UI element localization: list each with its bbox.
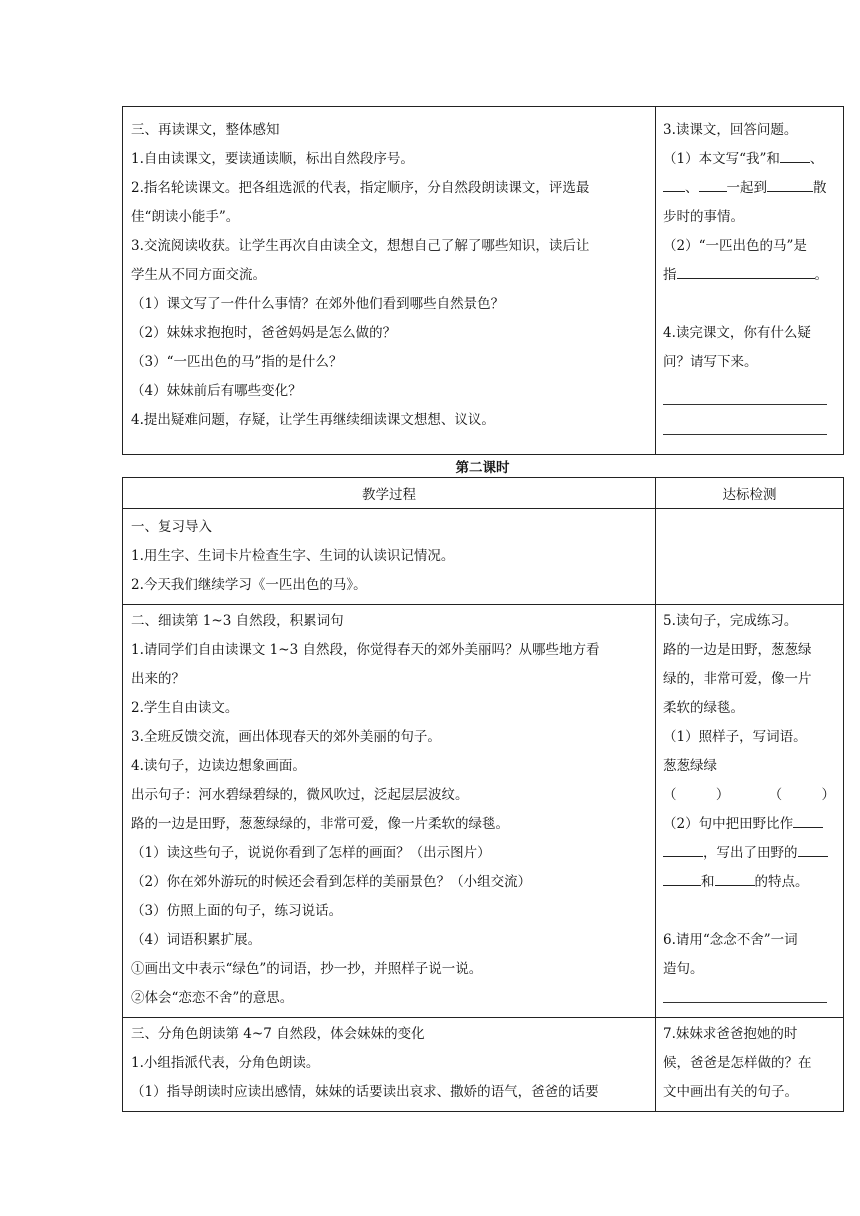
text-line: 1.小组指派代表，分角色朗读。 [131, 1055, 320, 1071]
text-line: 1.自由读课文，要读通读顺，标出自然段序号。 [131, 151, 414, 167]
text-line: 3.交流阅读收获。让学生再次自由读全文，想想自己了解了哪些知识，读后让 [131, 238, 590, 254]
text-line: 路的一边是田野，葱葱绿绿的，非常可爱，像一片柔软的绿毯。 [131, 816, 509, 832]
section-heading: 三、再读课文，整体感知 [131, 122, 280, 138]
question-3-title: 3.读课文，回答问题。 [663, 122, 798, 138]
question-5-text: 路的一边是田野，葱葱绿 [663, 642, 812, 658]
check-cell [656, 509, 844, 605]
table-row [123, 509, 844, 605]
text-line: 学生从不同方面交流。 [131, 267, 266, 283]
teaching-process-cell [123, 1018, 656, 1112]
answer-blank[interactable] [699, 177, 727, 192]
answer-line[interactable] [663, 390, 827, 405]
answer-line[interactable] [663, 420, 827, 435]
question-7: 候，爸爸是怎样做的？在 [663, 1055, 812, 1071]
answer-blank[interactable] [780, 148, 810, 163]
text-line: （1）读这些句子，说说你看到了怎样的画面？（出示图片） [131, 845, 491, 861]
answer-blank[interactable] [767, 177, 813, 192]
question-5-1: （1）照样子，写词语。 [663, 729, 807, 745]
answer-blank[interactable] [677, 264, 815, 279]
question-7: 文中画出有关的句子。 [663, 1084, 798, 1100]
question-5-example: 葱葱绿绿 [663, 758, 717, 774]
question-3-1: （1）本文写“我”和 、 [663, 145, 837, 174]
header-process: 教学过程 [123, 478, 656, 509]
answer-blank[interactable] [793, 813, 823, 828]
spacer [663, 290, 837, 319]
text-line: 1.用生字、生词卡片检查生字、生词的认读识记情况。 [131, 548, 455, 564]
answer-blank[interactable] [798, 842, 828, 857]
question-4-cont: 问？请写下来。 [663, 354, 758, 370]
answer-blank[interactable] [663, 842, 703, 857]
table-row [123, 107, 844, 455]
text-line: 4.读句子，边读边想象画面。 [131, 758, 306, 774]
lesson-table [122, 477, 844, 1112]
question-3-1-end: 步时的事情。 [663, 209, 744, 225]
header-check: 达标检测 [656, 478, 844, 509]
spacer [663, 897, 837, 926]
check-cell [656, 605, 844, 1018]
question-5-text: 柔软的绿毯。 [663, 700, 744, 716]
answer-blank[interactable] [663, 871, 701, 886]
text-line: 2.今天我们继续学习《一匹出色的马》。 [131, 577, 367, 593]
table-row [123, 1018, 844, 1112]
text-line: 4.提出疑难问题，存疑，让学生再继续细读课文想想、议议。 [131, 412, 495, 428]
section-heading: 一、复习导入 [131, 519, 212, 535]
question-3-1-cont: 、 一起到 散 [663, 174, 837, 203]
answer-blank[interactable] [715, 871, 755, 886]
question-4: 4.读完课文，你有什么疑 [663, 325, 811, 341]
check-cell [656, 107, 844, 455]
text-line: 2.指名轮读课文。把各组选派的代表，指定顺序，分自然段朗读课文，评选最 [131, 180, 590, 196]
text-line: （1）课文写了一件什么事情？在郊外他们看到哪些自然景色？ [131, 296, 505, 312]
question-5-title: 5.读句子，完成练习。 [663, 613, 798, 629]
question-5-2-cont: ，写出了田野的 [663, 839, 837, 868]
answer-parens: （ ） （ ） [663, 787, 835, 803]
question-5-text: 绿的，非常可爱，像一片 [663, 671, 812, 687]
text-line: （4）妹妹前后有哪些变化？ [131, 383, 302, 399]
text-line: 1.请同学们自由读课文 1~3 自然段，你觉得春天的郊外美丽吗？从哪些地方看 [131, 642, 600, 658]
question-3-2: （2）“一匹出色的马”是 [663, 238, 807, 254]
text-line: （2）妹妹求抱抱时，爸爸妈妈是怎么做的？ [131, 325, 397, 341]
reading-table [122, 106, 844, 455]
text-line: （3）仿照上面的句子，练习说话。 [131, 903, 343, 919]
text-line: （4）词语积累扩展。 [131, 932, 262, 948]
section-heading: 二、细读第 1~3 自然段，积累词句 [131, 613, 344, 629]
text-line: 出示句子：河水碧绿碧绿的，微风吹过，泛起层层波纹。 [131, 787, 469, 803]
text-line: 佳“朗读小能手”。 [131, 209, 240, 225]
table-row [123, 605, 844, 1018]
question-3-2-cont: 指 。 [663, 261, 837, 290]
text-line: （3）“一匹出色的马”指的是什么？ [131, 354, 343, 370]
text-line: （1）指导朗读时应读出感情，妹妹的话要读出哀求、撒娇的语气，爸爸的话要 [131, 1084, 599, 1100]
teaching-process-cell [123, 509, 656, 605]
answer-blank[interactable] [663, 177, 685, 192]
question-5-2-end: 和 的特点。 [663, 868, 837, 897]
text-line: （2）你在郊外游玩的时候还会看到怎样的美丽景色？（小组交流） [131, 874, 532, 890]
text-line: 出来的？ [131, 671, 185, 687]
text-line: ①画出文中表示“绿色”的词语，抄一抄，并照样子说一说。 [131, 961, 483, 977]
question-6: 6.请用“念念不舍”一词 [663, 932, 798, 948]
teaching-process-cell [123, 605, 656, 1018]
section-heading: 三、分角色朗读第 4~7 自然段，体会妹妹的变化 [131, 1026, 425, 1042]
question-5-2: （2）句中把田野比作 [663, 810, 837, 839]
text-line: 3.全班反馈交流，画出体现春天的郊外美丽的句子。 [131, 729, 441, 745]
text-line: ②体会“恋恋不舍”的意思。 [131, 990, 294, 1006]
answer-line[interactable] [663, 988, 827, 1003]
session-title: 第二课时 [455, 460, 510, 476]
question-6-cont: 造句。 [663, 961, 704, 977]
teaching-process-cell [123, 107, 656, 455]
text-line: 2.学生自由读文。 [131, 700, 239, 716]
table-header-row [123, 478, 844, 509]
question-7: 7.妹妹求爸爸抱她的时 [663, 1026, 798, 1042]
check-cell [656, 1018, 844, 1112]
